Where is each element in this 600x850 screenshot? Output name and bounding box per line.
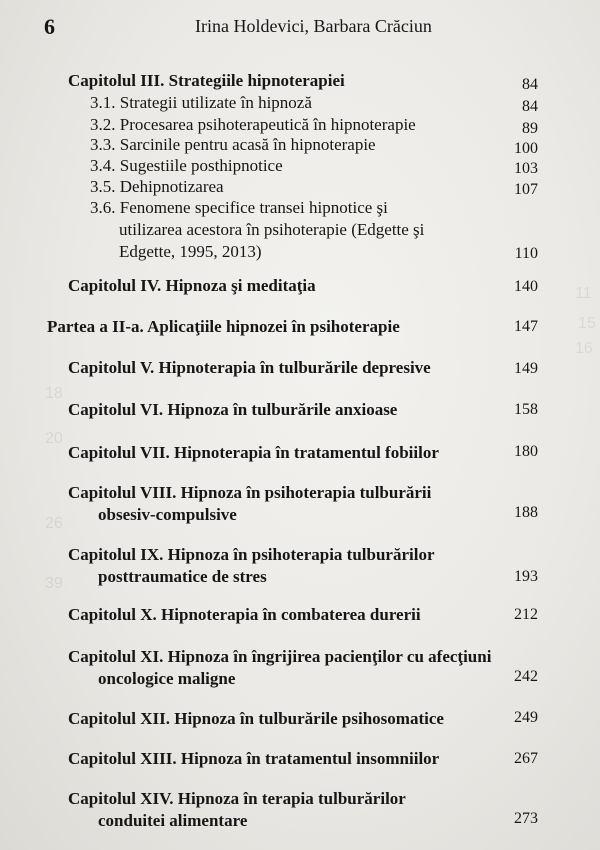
- toc-entry-title-line: Capitolul XI. Hipnoza în îngrijirea pacienţilor cu afecţiuni: [68, 647, 492, 666]
- toc-entry-page: 242: [514, 668, 538, 685]
- toc-entry-title: Capitolul V. Hipnoterapia în tulburările depresive: [68, 358, 431, 377]
- toc-entry-page: 89: [522, 120, 538, 137]
- bleed-through-mark: 15: [578, 315, 596, 332]
- toc-entry-page: 84: [522, 76, 538, 93]
- bleed-through-mark: 39: [45, 575, 63, 592]
- toc-entry-page: 193: [514, 568, 538, 585]
- toc-entry-title-line: 3.6. Fenomene specifice transei hipnotice şi: [90, 198, 388, 217]
- toc-entry-page: 180: [514, 443, 538, 460]
- toc-entry-page: 103: [514, 160, 538, 177]
- toc-entry-title: Capitolul VII. Hipnoterapia în tratamentul fobiilor: [68, 443, 439, 462]
- toc-entry-page: 273: [514, 810, 538, 827]
- toc-entry-title: Partea a II-a. Aplicaţiile hipnozei în psihoterapie: [47, 317, 400, 336]
- toc-entry-title-line: conduitei alimentare: [98, 811, 248, 830]
- running-head: Irina Holdevici, Barbara Crăciun: [195, 16, 432, 36]
- toc-entry-page: 188: [514, 504, 538, 521]
- bleed-through-mark: 18: [45, 385, 63, 402]
- bleed-through-mark: 26: [45, 515, 63, 532]
- toc-entry-title-line: obsesiv-compulsive: [98, 505, 237, 524]
- toc-entry-title-line: posttraumatice de stres: [98, 567, 267, 586]
- toc-entry-page: 149: [514, 360, 538, 377]
- toc-entry-page: 212: [514, 606, 538, 623]
- toc-entry-title: Capitolul III. Strategiile hipnoterapiei: [68, 71, 345, 90]
- toc-entry-page: 267: [514, 750, 538, 767]
- toc-entry-page: 249: [514, 709, 538, 726]
- toc-entry-title-line: utilizarea acestora în psihoterapie (Edgette şi: [119, 220, 425, 239]
- toc-entry-page: 84: [522, 98, 538, 115]
- toc-entry-title-line: Capitolul IX. Hipnoza în psihoterapia tulburărilor: [68, 545, 435, 564]
- toc-entry-page: 107: [514, 181, 538, 198]
- toc-entry-title: 3.3. Sarcinile pentru acasă în hipnoterapie: [90, 135, 376, 154]
- toc-entry-page: 147: [514, 318, 538, 335]
- toc-entry-title: Capitolul XIII. Hipnoza în tratamentul insomniilor: [68, 749, 440, 768]
- toc-entry-page: 158: [514, 401, 538, 418]
- bleed-through-mark: 16: [575, 340, 593, 357]
- toc-entry-title: 3.4. Sugestiile posthipnotice: [90, 156, 283, 175]
- toc-entry-title: Capitolul VI. Hipnoza în tulburările anxioase: [68, 400, 398, 419]
- toc-entry-title: Capitolul IV. Hipnoza şi meditaţia: [68, 276, 316, 295]
- toc-entry-title: 3.2. Procesarea psihoterapeutică în hipnoterapie: [90, 115, 416, 134]
- toc-entry-title-line: Edgette, 1995, 2013): [119, 242, 262, 261]
- bleed-through-mark: 11: [575, 285, 592, 302]
- toc-entry-page: 100: [514, 140, 538, 157]
- toc-entry-title-line: Capitolul VIII. Hipnoza în psihoterapia tulburării: [68, 483, 432, 502]
- page-number: 6: [44, 14, 55, 39]
- toc-entry-title-line: Capitolul XIV. Hipnoza în terapia tulburărilor: [68, 789, 406, 808]
- toc-entry-title-line: oncologice maligne: [98, 669, 236, 688]
- toc-entry-title: 3.1. Strategii utilizate în hipnoză: [90, 93, 312, 112]
- toc-entry-page: 140: [514, 278, 538, 295]
- toc-entry-title: 3.5. Dehipnotizarea: [90, 177, 224, 196]
- toc-entry-title: Capitolul X. Hipnoterapia în combaterea durerii: [68, 605, 421, 624]
- bleed-through-mark: 20: [45, 430, 63, 447]
- toc-entry-title: Capitolul XII. Hipnoza în tulburările psihosomatice: [68, 709, 444, 728]
- toc-entry-page: 110: [514, 245, 538, 262]
